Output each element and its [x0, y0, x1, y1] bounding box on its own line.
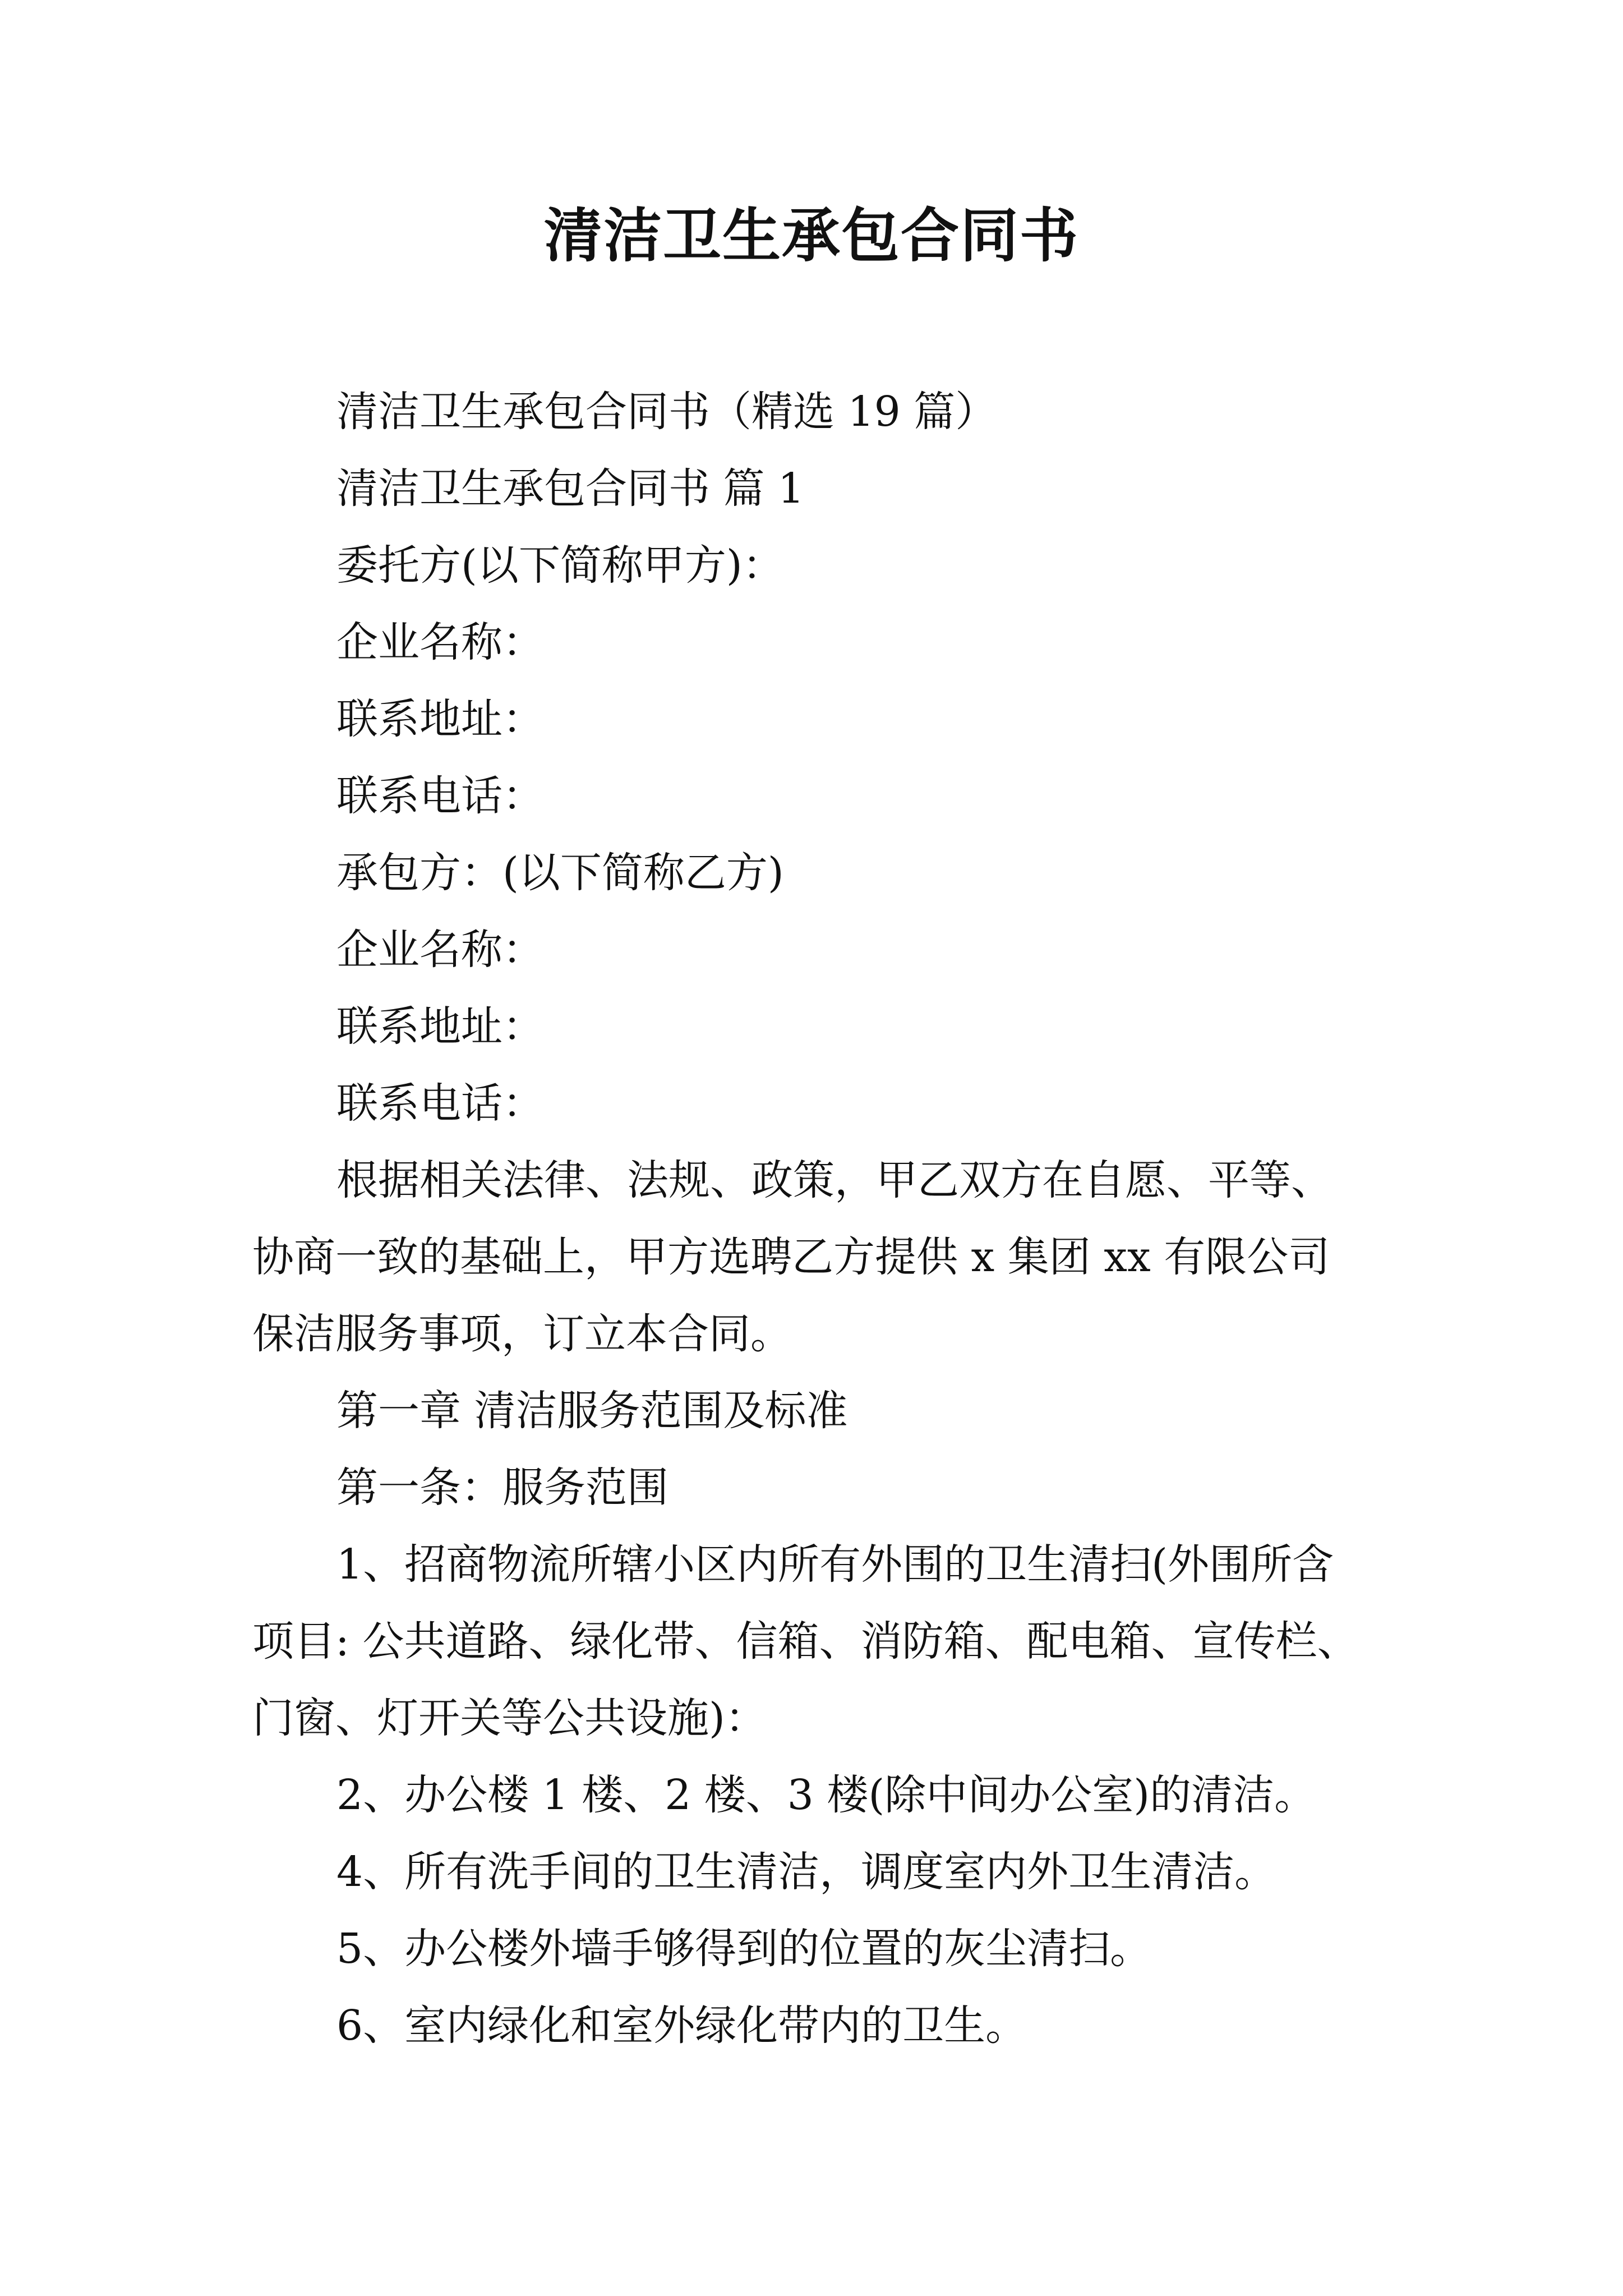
item-6: 6、室内绿化和室外绿化带内的卫生。 — [336, 2001, 1027, 2050]
part-heading: 清洁卫生承包合同书 篇 1 — [336, 464, 805, 513]
item-2: 2、办公楼 1 楼、2 楼、3 楼(除中间办公室)的清洁。 — [336, 1771, 1316, 1819]
intro-line-3: 保洁服务事项，订立本合同。 — [252, 1310, 792, 1358]
item-1-paragraph — [252, 1526, 1408, 1757]
party-a-heading: 委托方(以下简称甲方)： — [336, 541, 784, 590]
article-1-heading: 第一条：服务范围 — [336, 1464, 668, 1512]
party-b-phone: 联系电话： — [336, 1079, 544, 1128]
item-1-line-1: 1、招商物流所辖小区内所有外围的卫生清扫(外围所含 — [336, 1540, 1334, 1589]
party-b-address: 联系地址： — [336, 1002, 544, 1051]
item-1-line-3: 门窗、灯开关等公共设施)： — [252, 1694, 767, 1742]
party-b-company-name: 企业名称： — [336, 926, 544, 974]
item-5: 5、办公楼外墙手够得到的位置的灰尘清扫。 — [336, 1925, 1152, 1973]
item-1-line-2: 项目: 公共道路、绿化带、信箱、消防箱、配电箱、宣传栏、 — [252, 1617, 1359, 1665]
party-b-heading: 承包方：(以下简称乙方) — [336, 849, 784, 897]
subtitle-line: 清洁卫生承包合同书（精选 19 篇） — [336, 388, 997, 436]
party-a-address: 联系地址： — [336, 695, 544, 743]
document-body — [252, 374, 1408, 2064]
party-a-phone: 联系电话： — [336, 772, 544, 820]
document-title: 清洁卫生承包合同书 — [543, 201, 1079, 270]
intro-line-2: 协商一致的基础上，甲方选聘乙方提供 x 集团 xx 有限公司 — [252, 1233, 1330, 1281]
item-4: 4、所有洗手间的卫生清洁，调度室内外卫生清洁。 — [336, 1848, 1276, 1896]
intro-line-1: 根据相关法律、法规、政策，甲乙双方在自愿、平等、 — [336, 1156, 1332, 1204]
intro-paragraph — [252, 1142, 1408, 1373]
chapter-1-heading: 第一章 清洁服务范围及标准 — [336, 1387, 848, 1435]
party-a-company-name: 企业名称： — [336, 618, 544, 666]
